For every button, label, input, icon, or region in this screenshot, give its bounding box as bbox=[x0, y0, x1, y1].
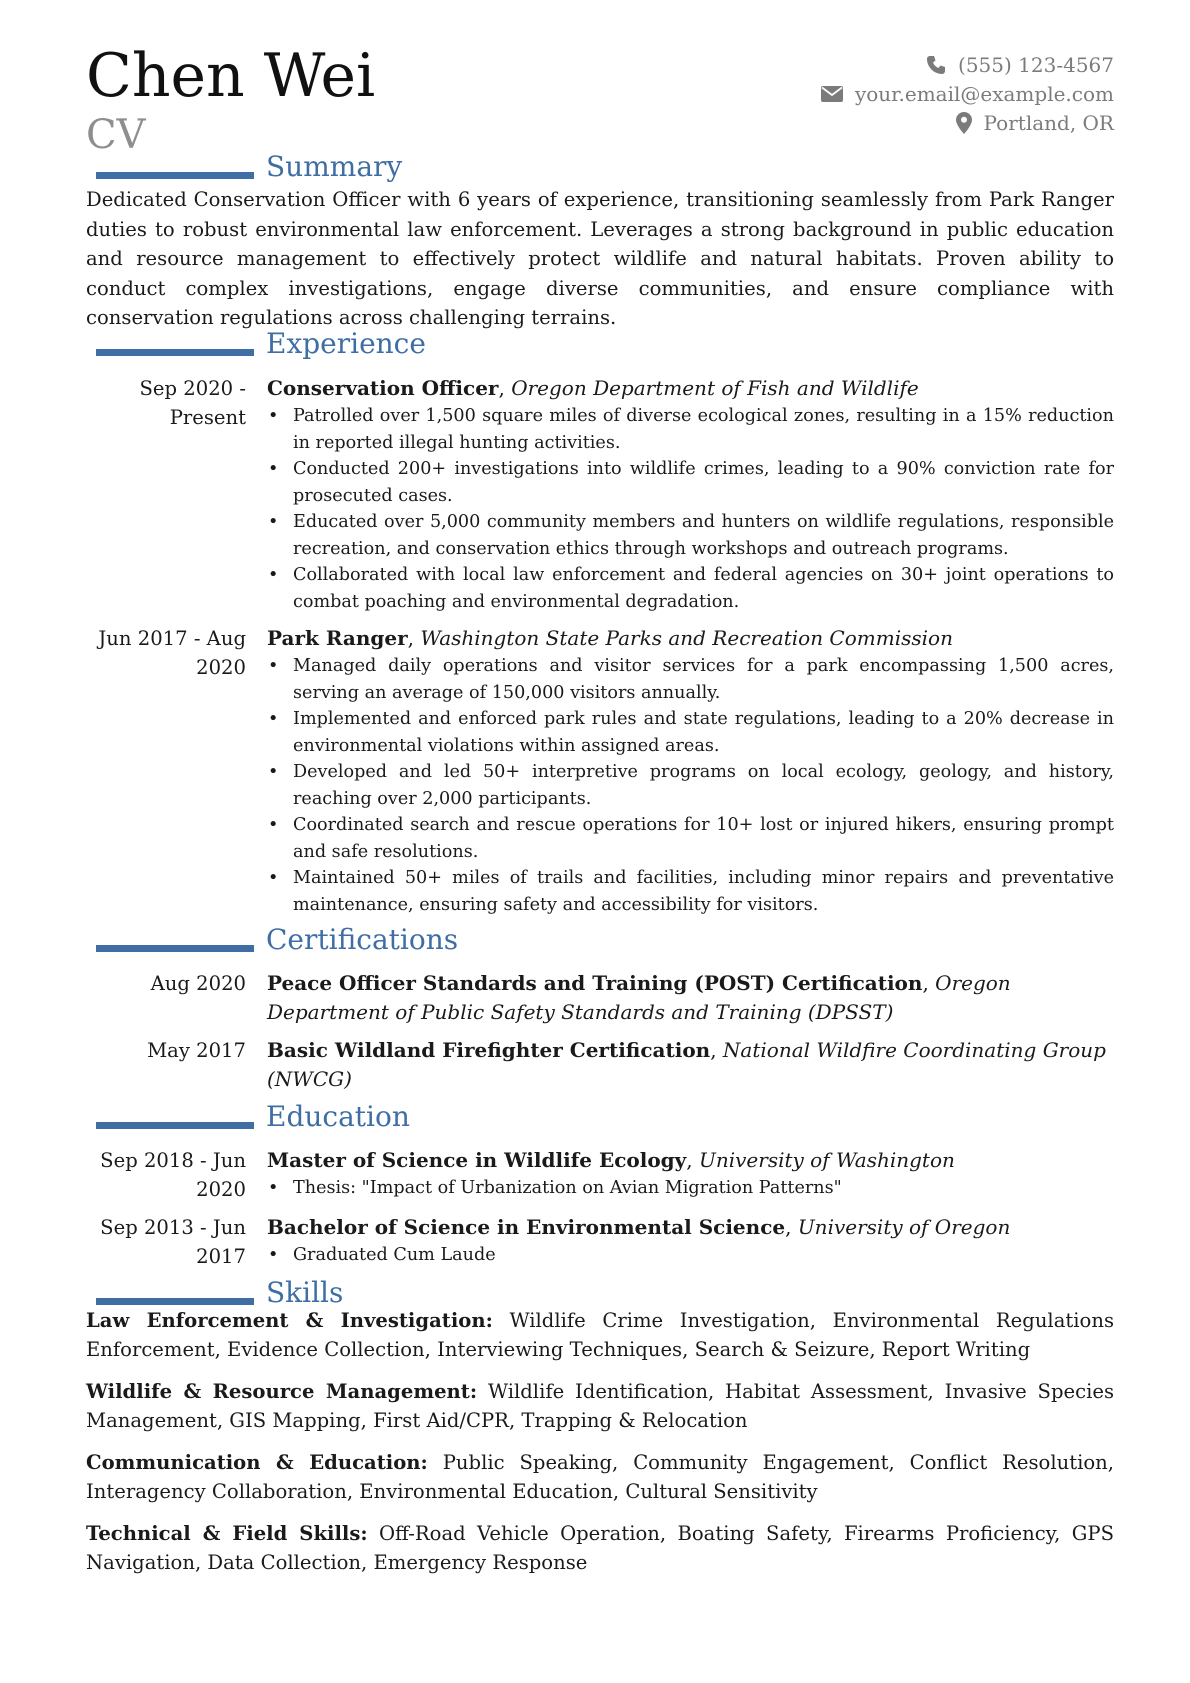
summary-text: Dedicated Conservation Officer with 6 years of experience, transitioning seamlessly from Park Ranger duties to robust environmental law enforcement. Leverages a strong background in public education and resource management to effectively protect wildlife and natural habitats. Proven ability to conduct complex investigations, engage diverse communities, and ensure compliance with conservation regulations across challenging terrains. bbox=[86, 188, 1114, 330]
issuer: Oregon Department of Public Safety Standards and Training (DPSST) bbox=[267, 971, 1011, 1024]
skill-values: Off-Road Vehicle Operation, Boating Safety, Firearms Proficiency, GPS Navigation, Data Collection, Emergency Response bbox=[86, 1522, 1114, 1574]
entry-role-line: Conservation Officer, Oregon Department of Fish and Wildlife bbox=[267, 376, 919, 400]
section-accent-bar bbox=[96, 1298, 254, 1305]
skill-group bbox=[86, 1377, 1114, 1435]
contact-phone bbox=[821, 50, 1114, 79]
skill-values: Wildlife Identification, Habitat Assessment, Invasive Species Management, GIS Mapping, First Aid/CPR, Trapping & Relocation bbox=[86, 1380, 1114, 1432]
bullet-item: • Coordinated search and rescue operations for 10+ lost or injured hikers, ensuring prompt and safe resolutions. bbox=[267, 812, 1114, 865]
candidate-name: Chen Wei bbox=[86, 41, 376, 111]
entry-date: Aug 2020 bbox=[150, 972, 246, 995]
school: University of Oregon bbox=[797, 1215, 1011, 1239]
entry-bullets bbox=[267, 403, 1114, 615]
section-accent-bar bbox=[96, 349, 254, 356]
education-title: Education bbox=[266, 1100, 410, 1133]
entry-date: Sep 2018 - Jun 2020 bbox=[100, 1149, 246, 1201]
bullet-item: • Thesis: "Impact of Urbanization on Avian Migration Patterns" bbox=[267, 1175, 1114, 1202]
header bbox=[86, 40, 1114, 160]
contact-info bbox=[821, 50, 1114, 137]
phone-number[interactable]: (555) 123-4567 bbox=[958, 52, 1114, 77]
bullet-item: • Conducted 200+ investigations into wildlife crimes, leading to a 90% conviction rate for prosecuted cases. bbox=[267, 456, 1114, 509]
skill-group bbox=[86, 1306, 1114, 1364]
certification-name: Peace Officer Standards and Training (POST) Certification bbox=[267, 971, 923, 995]
bullet-item: • Developed and led 50+ interpretive programs on local ecology, geology, and history, reaching over 2,000 participants. bbox=[267, 759, 1114, 812]
skill-values: Public Speaking, Community Engagement, Conflict Resolution, Interagency Collaboration, Environmental Education, Cultural Sensitivity bbox=[86, 1451, 1114, 1503]
envelope-icon bbox=[821, 86, 843, 102]
job-title: Conservation Officer bbox=[267, 376, 499, 400]
degree: Master of Science in Wildlife Ecology bbox=[267, 1148, 687, 1172]
skill-values: Wildlife Crime Investigation, Environmental Regulations Enforcement, Evidence Collection, Interviewing Techniques, Search & Seizure, Report Writing bbox=[86, 1309, 1114, 1361]
bullet-item: • Graduated Cum Laude bbox=[267, 1242, 1114, 1269]
bullet-item: • Patrolled over 1,500 square miles of diverse ecological zones, resulting in a 15% reduction in reported illegal hunting activities. bbox=[267, 403, 1114, 456]
education-heading bbox=[96, 1100, 410, 1140]
entry-role-line: Basic Wildland Firefighter Certification, National Wildfire Coordinating Group (NWCG) bbox=[267, 1038, 1106, 1091]
issuer: National Wildfire Coordinating Group (NWCG) bbox=[267, 1038, 1106, 1091]
skill-category: Communication & Education: bbox=[86, 1451, 428, 1474]
entry-body bbox=[267, 969, 1114, 1027]
employer: Washington State Parks and Recreation Commission bbox=[420, 626, 953, 650]
map-pin-icon bbox=[956, 112, 972, 134]
experience-title: Experience bbox=[266, 327, 426, 360]
school: University of Washington bbox=[698, 1148, 955, 1172]
entry-date: Sep 2020 - Present bbox=[139, 377, 246, 429]
entry-role-line: Park Ranger, Washington State Parks and Recreation Commission bbox=[267, 626, 953, 650]
location-text: Portland, OR bbox=[983, 110, 1114, 135]
document-subtitle: CV bbox=[86, 112, 146, 158]
certification-name: Basic Wildland Firefighter Certification bbox=[267, 1038, 711, 1062]
entry-date: May 2017 bbox=[147, 1039, 246, 1062]
skill-group bbox=[86, 1519, 1114, 1577]
entry-body bbox=[267, 374, 1114, 615]
degree: Bachelor of Science in Environmental Science bbox=[267, 1215, 786, 1239]
certifications-title: Certifications bbox=[266, 923, 459, 956]
entry-body bbox=[267, 1146, 1114, 1202]
job-title: Park Ranger bbox=[267, 626, 408, 650]
bullet-item: • Maintained 50+ miles of trails and facilities, including minor repairs and preventative maintenance, ensuring safety and accessibility for visitors. bbox=[267, 865, 1114, 918]
entry-body bbox=[267, 1213, 1114, 1269]
entry-body bbox=[267, 1036, 1114, 1094]
certifications-heading bbox=[96, 923, 459, 963]
entry-bullets bbox=[267, 653, 1114, 918]
employer: Oregon Department of Fish and Wildlife bbox=[511, 376, 919, 400]
summary-title: Summary bbox=[266, 150, 403, 183]
skill-group bbox=[86, 1448, 1114, 1506]
entry-body bbox=[267, 624, 1114, 918]
entry-date: Jun 2017 - Aug 2020 bbox=[98, 627, 246, 679]
skills-list bbox=[86, 1306, 1114, 1590]
section-accent-bar bbox=[96, 1122, 254, 1129]
entry-role-line: Bachelor of Science in Environmental Science, University of Oregon bbox=[267, 1215, 1011, 1239]
skill-category: Law Enforcement & Investigation: bbox=[86, 1309, 493, 1332]
email-address[interactable]: your.email@example.com bbox=[854, 81, 1114, 106]
experience-heading bbox=[96, 327, 426, 367]
entry-role-line: Master of Science in Wildlife Ecology, University of Washington bbox=[267, 1148, 955, 1172]
bullet-item: • Implemented and enforced park rules and state regulations, leading to a 20% decrease in environmental violations within assigned areas. bbox=[267, 706, 1114, 759]
skill-category: Wildlife & Resource Management: bbox=[86, 1380, 478, 1403]
entry-date: Sep 2013 - Jun 2017 bbox=[100, 1216, 246, 1268]
section-accent-bar bbox=[96, 172, 254, 179]
section-accent-bar bbox=[96, 945, 254, 952]
skills-title: Skills bbox=[266, 1276, 344, 1309]
bullet-item: • Collaborated with local law enforcement and federal agencies on 30+ joint operations to combat poaching and environmental degradation. bbox=[267, 562, 1114, 615]
bullet-item: • Managed daily operations and visitor services for a park encompassing 1,500 acres, serving an average of 150,000 visitors annually. bbox=[267, 653, 1114, 706]
entry-role-line: Peace Officer Standards and Training (POST) Certification, Oregon Department of Public Safety Standards and Training (DPSST) bbox=[267, 971, 1011, 1024]
contact-email bbox=[821, 79, 1114, 108]
phone-icon bbox=[926, 55, 946, 75]
entry-bullets bbox=[267, 1242, 1114, 1269]
bullet-item: • Educated over 5,000 community members and hunters on wildlife regulations, responsible recreation, and conservation ethics through workshops and outreach programs. bbox=[267, 509, 1114, 562]
entry-bullets bbox=[267, 1175, 1114, 1202]
contact-location bbox=[821, 108, 1114, 137]
skill-category: Technical & Field Skills: bbox=[86, 1522, 368, 1545]
